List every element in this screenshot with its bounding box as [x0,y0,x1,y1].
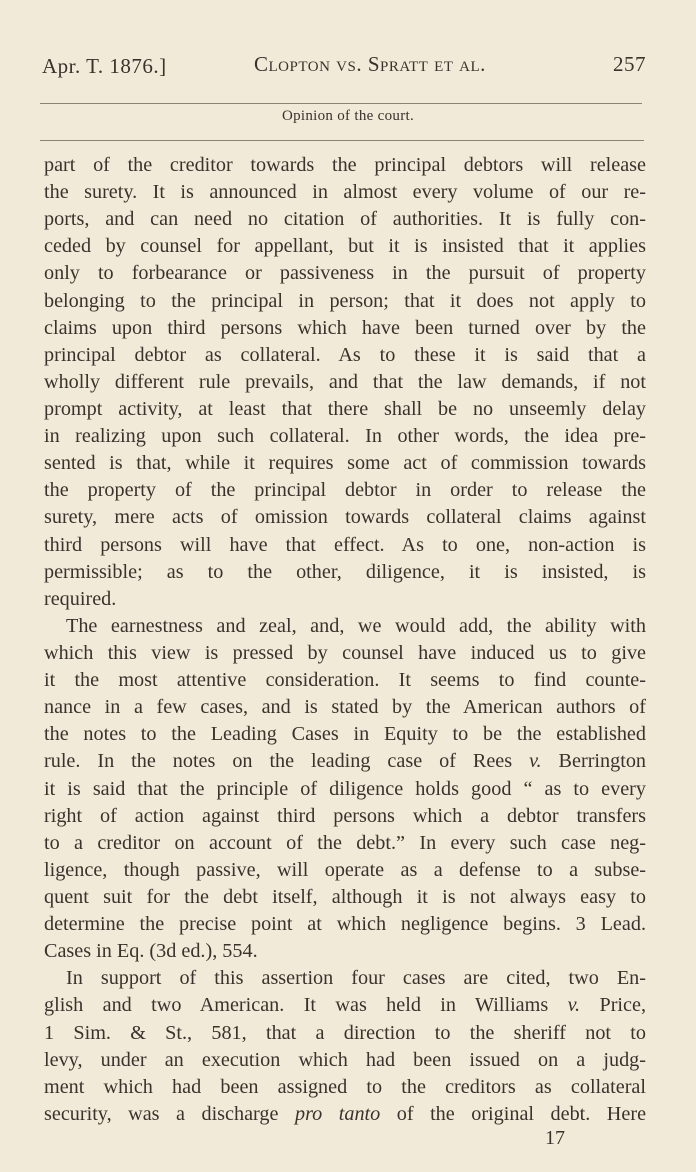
text-line [44,748,646,775]
text-line [44,1101,646,1128]
text-line: it is said that the principle of diligence holds good “ as to every [44,777,646,800]
top-rule [40,103,642,104]
text-line: The earnestness and zeal, and, we would add, the ability with [66,614,646,637]
text-line: the notes to the Leading Cases in Equity to be the established [44,723,646,746]
text-line: third persons will have that effect. As to one, non-action is [44,533,646,556]
text-line: levy, under an execution which had been issued on a judg- [44,1048,646,1071]
text-line: Cases in Eq. (3d ed.), 554. [44,940,258,963]
text-line: surety, mere acts of omission towards collateral claims against [44,506,646,529]
case-citation-italic: v. [567,994,581,1017]
text-run: Berrington [558,750,647,773]
text-line: principal debtor as collateral. As to these it is said that a [44,343,646,366]
case-title: Clopton vs. Spratt et al. [254,52,486,76]
text-line: wholly different rule prevails, and that the law demands, if not [44,370,646,393]
text-line: which this view is pressed by counsel have induced us to give [44,641,646,664]
text-line: to a creditor on account of the debt.” In every such case neg- [44,831,646,854]
text-line: ceded by counsel for appellant, but it is insisted that it applies [44,235,646,258]
case-citation-italic: v. [529,750,542,773]
text-line: the property of the principal debtor in order to release the [44,479,646,502]
text-line: prompt activity, at least that there shall be no unseemly delay [44,397,646,420]
text-line: determine the precise point at which negligence begins. 3 Lead. [44,913,646,936]
text-line: In support of this assertion four cases are cited, two En- [66,967,646,990]
text-line [44,992,646,1019]
text-line: ligence, though passive, will operate as a defense to a subse- [44,858,646,881]
text-line: ports, and can need no citation of authorities. It is fully con- [44,208,646,231]
text-line: sented is that, while it requires some act of commission towards [44,452,646,475]
text-line: only to forbearance or passiveness in the pursuit of property [44,262,646,285]
bottom-rule [40,140,644,141]
text-line: part of the creditor towards the principal debtors will release [44,154,646,176]
text-run: rule. In the notes on the leading case of Rees [44,750,513,773]
text-line: right of action against third persons which a debtor transfers [44,804,646,827]
text-line: permissible; as to the other, diligence, it is insisted, is [44,560,646,583]
page-number: 257 [613,52,646,76]
text-run: glish and two American. It was held in Williams [44,994,549,1017]
running-head [42,52,646,86]
opinion-text [44,152,646,1128]
latin-phrase-italic: pro tanto [294,1102,381,1125]
text-line: required. [44,587,117,610]
text-run: security, was a discharge [44,1102,279,1125]
text-line: it the most attentive consideration. It seems to find counte- [44,669,646,692]
text-run: Price, [599,994,647,1017]
text-line: in realizing upon such collateral. In other words, the idea pre- [44,425,646,448]
text-line: 1 Sim. & St., 581, that a direction to the sheriff not to [44,1021,646,1044]
text-line: nance in a few cases, and is stated by the American authors of [44,696,646,719]
signature-mark: 17 [545,1127,565,1149]
text-line: quent suit for the debt itself, although it is not always easy to [44,885,646,908]
section-heading: Opinion of the court. [281,108,415,124]
term-label: Apr. T. 1876.] [42,54,167,78]
text-line: claims upon third persons which have been turned over by the [44,316,646,339]
text-line: the surety. It is announced in almost every volume of our re- [44,181,646,204]
text-run: of the original debt. Here [396,1102,647,1125]
text-line: belonging to the principal in person; that it does not apply to [44,289,646,312]
text-line: ment which had been assigned to the creditors as collateral [44,1075,646,1098]
